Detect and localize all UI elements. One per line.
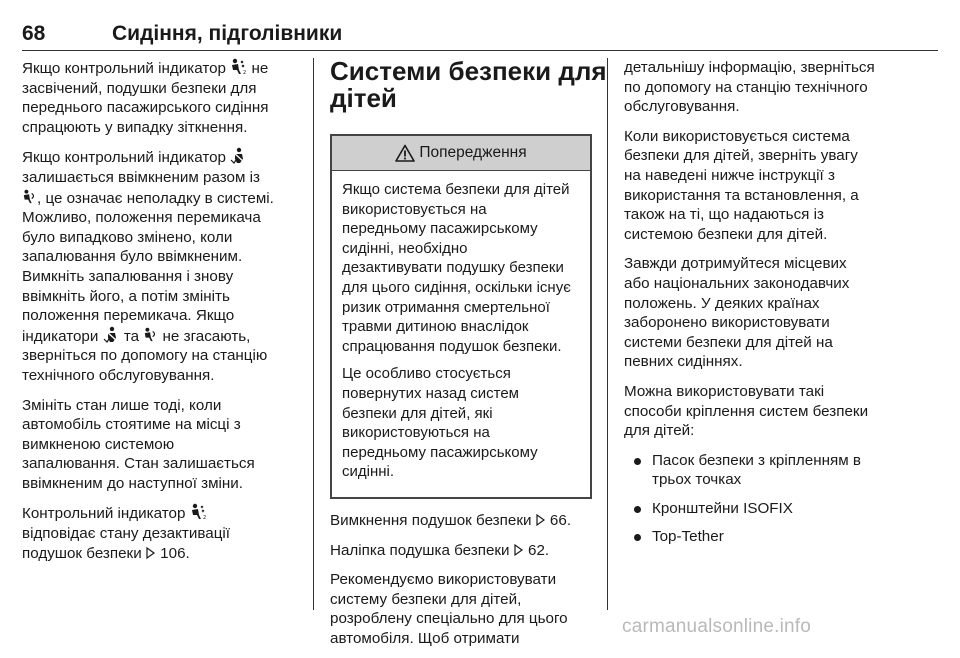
arrow-icon[interactable]	[514, 543, 524, 557]
page-header	[0, 0, 960, 50]
paragraph: Змініть стан лише тоді, коли автомобіль стоятиме на місці з вимкненою системою запалювання. Стан залишається ввімкненим до наступної зміни.	[22, 396, 255, 492]
seatbelt-icon	[103, 326, 120, 343]
column-divider	[607, 58, 608, 610]
warning-triangle-icon	[395, 144, 415, 162]
column-middle	[330, 56, 607, 658]
arrow-icon[interactable]	[536, 513, 546, 527]
airbag-on-icon	[22, 188, 37, 205]
paragraph: Це особливо стосується повернутих назад систем безпеки для дітей, які використовуються на передньому пасажирському сидінні.	[342, 365, 538, 481]
page-title: Сидіння, підголівники	[112, 22, 343, 45]
paragraph: Вимкнення подушок безпеки 66.	[330, 511, 572, 529]
page-reference-link[interactable]: 66.	[549, 511, 572, 529]
paragraph: Контрольний індикатор відповідає стану дезактивації подушок безпеки 106.	[22, 505, 230, 562]
bullet-icon	[634, 458, 641, 465]
header-divider	[22, 50, 938, 51]
list-item: Кронштейни ISOFIX	[624, 499, 940, 519]
warning-header	[332, 136, 590, 171]
list-item: Пасок безпеки з кріпленням в трьох точках	[624, 451, 940, 490]
seatbelt-icon	[230, 147, 247, 164]
section-title: Системи безпеки для дітей	[330, 56, 607, 113]
paragraph: Якщо система безпеки для дітей використовується на передньому пасажирському сидінні, необхідно дезактивувати подушку безпеки для цього сидіння, оскільки існує ризик отримання смертельної травми дитиною внаслідок спрацювання подушок безпеки.	[342, 181, 571, 355]
column-left	[22, 58, 300, 573]
airbag-off-icon	[190, 503, 207, 520]
page-reference-link[interactable]: 106.	[160, 544, 190, 562]
paragraph: Наліпка подушка безпеки 62.	[330, 541, 550, 559]
airbag-off-icon	[230, 58, 247, 75]
list-item: Top-Tether	[624, 527, 940, 547]
bullet-list	[624, 451, 940, 547]
paragraph: Якщо контрольний індикатор не засвічений, подушки безпеки для переднього пасажирського сидіння спрацюють у випадку зіткнення.	[22, 60, 269, 136]
column-right	[624, 58, 940, 556]
paragraph: Рекомендуємо використовувати систему безпеки для дітей, розроблену спеціально для цього автомобіля. Щоб отримати	[330, 571, 568, 647]
warning-title: Попередження	[419, 144, 527, 162]
arrow-icon[interactable]	[146, 546, 156, 560]
watermark: carmanualsonline.info	[622, 616, 812, 637]
page-number: 68	[22, 22, 46, 45]
warning-box	[330, 134, 592, 499]
paragraph: Коли використовується система безпеки для дітей, зверніть увагу на наведені нижче інструкції з використання та встановлення, а також на ті, що надаються із системою безпеки для дітей.	[624, 127, 859, 243]
paragraph: Якщо контрольний індикатор залишається ввімкненим разом із , це означає неполадку в системі. Можливо, положення перемикача було випадково змінено, коли запалювання було ввімкненим. Вимкніть запалювання і знову ввімкніть його, а потім змініть положення перемикача. Якщо індикатори та не згасають, зверніться по допомогу на станцію технічного обслуговування.	[22, 149, 274, 384]
paragraph: Завжди дотримуйтеся місцевих або національних законодавчих положень. У деяких країнах заборонено використовувати системи безпеки для дітей на певних сидіннях.	[624, 255, 850, 371]
paragraph: Можна використовувати такі способи кріплення систем безпеки для дітей:	[624, 382, 869, 440]
paragraph: детальнішу інформацію, зверніться по допомогу на станцію технічного обслуговування.	[624, 59, 875, 116]
airbag-on-icon	[143, 326, 158, 343]
page-reference-link[interactable]: 62.	[528, 541, 550, 559]
bullet-icon	[634, 506, 641, 513]
warning-body	[332, 171, 590, 497]
column-divider	[313, 58, 314, 610]
bullet-icon	[634, 534, 641, 541]
